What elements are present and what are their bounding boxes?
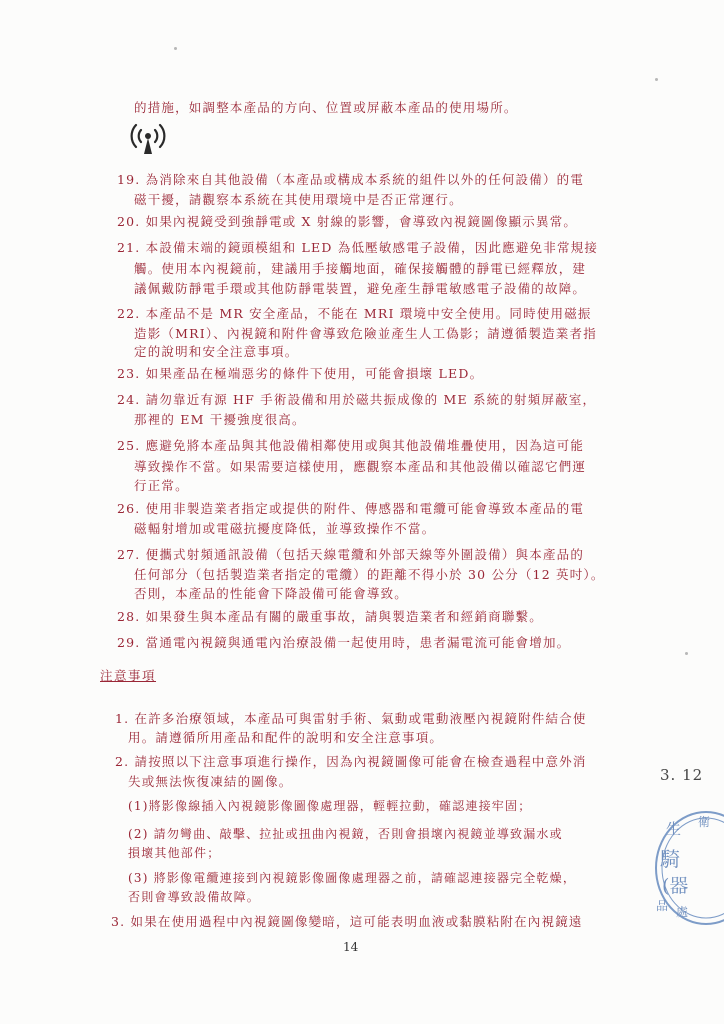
text-line: 1. 在許多治療領域，本產品可與雷射手術、氣動或電動液壓內視鏡附件結合使 [115, 711, 587, 726]
scan-speck [655, 78, 658, 81]
non-ionizing-radiation-icon [127, 116, 169, 158]
text-line: 觸。使用本內視鏡前，建議用手接觸地面，確保接觸體的靜電已經釋放，建 [134, 261, 587, 276]
text-line: 磁干擾，請觀察本系統在其使用環境中是否正常運行。 [134, 192, 463, 207]
text-line: 那裡的 EM 干擾強度很高。 [134, 412, 306, 427]
text-line: 3. 如果在使用過程中內視鏡圖像變暗，這可能表明血液或黏膜粘附在內視鏡遠 [111, 914, 583, 929]
stamp-char: 處 [676, 905, 689, 919]
text-line: 否則，本產品的性能會下降設備可能會導致。 [134, 586, 409, 601]
text-line: 磁輻射增加或電磁抗擾度降低，並導致操作不當。 [134, 521, 436, 536]
text-line: (1)將影像線插入內視鏡影像圖像處理器，輕輕拉動，確認連接牢固； [128, 799, 532, 813]
stamp-char: 衛 [698, 815, 711, 829]
margin-date: 3. 12 [660, 766, 704, 784]
stamp-char: 騎 [660, 847, 680, 871]
text-line: 議佩戴防靜電手環或其他防靜電裝置，避免產生靜電敏感電子設備的故障。 [134, 281, 587, 296]
text-line: 行正常。 [134, 478, 189, 493]
text-line: 24. 請勿靠近有源 HF 手術設備和用於磁共振成像的 ME 系統的射頻屏蔽室， [117, 392, 597, 407]
text-line: 23. 如果產品在極端惡劣的條件下使用，可能會損壞 LED。 [117, 366, 484, 381]
text-line: 20. 如果內視鏡受到強靜電或 X 射線的影響，會導致內視鏡圖像顯示異常。 [117, 214, 578, 229]
text-line: 19. 為消除來自其他設備（本產品或構成本系統的組件以外的任何設備）的電 [117, 172, 585, 187]
text-line: 導致操作不當。如果需要這樣使用，應觀察本產品和其他設備以確認它們運 [134, 459, 587, 474]
section-heading: 注意事項 [100, 668, 157, 683]
text-line: 2. 請按照以下注意事項進行操作，因為內視鏡圖像可能會在檢查過程中意外消 [115, 754, 587, 769]
page-number: 14 [343, 940, 359, 954]
text-line: 21. 本設備末端的鏡頭模組和 LED 為低壓敏感電子設備，因此應避免非常規接 [117, 240, 599, 255]
text-line: 否則會導致設備故障。 [128, 890, 261, 904]
text-line: (3) 將影像電纜連接到內視鏡影像圖像處理器之前，請確認連接器完全乾燥， [128, 871, 577, 885]
stamp-char: 生 [666, 820, 682, 838]
stamp-char: (器 [662, 875, 689, 897]
text-line: 造影（MRI）、內視鏡和附件會導致危險並產生人工偽影；請遵循製造業者指 [134, 326, 597, 341]
text-line: 任何部分（包括製造業者指定的電纜）的距離不得小於 30 公分（12 英吋）。 [134, 567, 605, 582]
text-line: 27. 便攜式射頻通訊設備（包括天線電纜和外部天線等外圍設備）與本產品的 [117, 547, 585, 562]
scan-speck [174, 47, 177, 50]
text-line: 26. 使用非製造業者指定或提供的附件、傳感器和電纜可能會導致本產品的電 [117, 501, 585, 516]
text-line: 29. 當通電內視鏡與通電內治療設備一起使用時，患者漏電流可能會增加。 [117, 635, 571, 650]
text-line: (2) 請勿彎曲、敲擊、拉扯或扭曲內視鏡，否則會損壞內視鏡並導致漏水或 [128, 827, 563, 841]
text-line: 用。請遵循所用產品和配件的說明和安全注意事項。 [128, 730, 444, 745]
text-line: 22. 本產品不是 MR 安全產品，不能在 MRI 環境中安全使用。同時使用磁振 [117, 306, 592, 321]
text-line: 28. 如果發生與本產品有關的嚴重事故，請與製造業者和經銷商聯繫。 [117, 609, 543, 624]
text-line: 的措施，如調整本產品的方向、位置或屏蔽本產品的使用場所。 [134, 100, 518, 115]
text-line: 定的說明和安全注意事項。 [134, 344, 299, 359]
stamp-char: 品 [656, 899, 669, 913]
scan-speck [685, 652, 688, 655]
text-line: 損壞其他部件； [128, 846, 221, 860]
registration-stamp [648, 806, 724, 926]
text-line: 失或無法恢復凍結的圖像。 [128, 774, 293, 789]
text-line: 25. 應避免將本產品與其他設備相鄰使用或與其他設備堆疊使用，因為這可能 [117, 438, 585, 453]
